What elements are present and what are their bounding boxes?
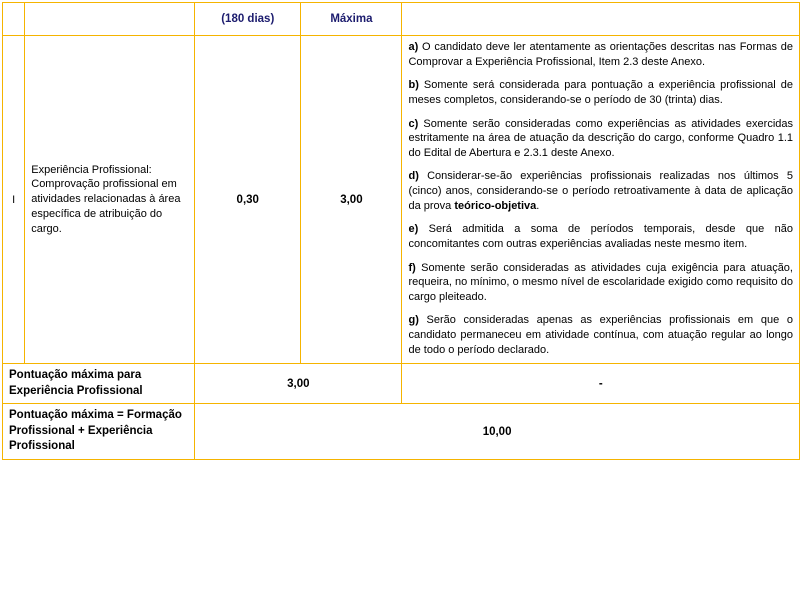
- scoring-table: [2, 2, 800, 460]
- note-marker-f: f): [408, 261, 416, 274]
- note-item-f: [408, 261, 793, 305]
- total-row: [3, 404, 800, 460]
- note-marker-d: d): [408, 170, 419, 183]
- note-text-d: Considerar-se-ão experiências profissionais realizadas nos últimos 5 (cinco) anos, considerando-se o período retroativamente à data de aplicação da prova: [408, 170, 793, 212]
- note-item-a: [408, 40, 793, 69]
- row-index: I: [3, 36, 25, 364]
- note-text-d-after: .: [536, 199, 540, 212]
- table-header-row: [3, 3, 800, 36]
- note-emphasis-d: teórico-objetiva: [454, 199, 537, 212]
- total-label: Pontuação máxima = Formação Profissional + Experiência Profissional: [3, 404, 195, 460]
- note-text-c: Somente serão consideradas como experiências as atividades exercidas estritamente na área de atuação da descrição do cargo, conforme Quadro 1.1 do Edital de Abertura e 2.3.1 deste Anexo.: [408, 117, 793, 159]
- row-unit-value: 0,30: [195, 36, 301, 364]
- subtotal-label: Pontuação máxima para Experiência Profissional: [3, 364, 195, 404]
- note-item-d: [408, 169, 793, 213]
- header-notes-cell: [402, 3, 800, 36]
- note-item-b: [408, 78, 793, 107]
- row-description: Experiência Profissional: Comprovação profissional em atividades relacionadas à área específica de atribuição do cargo.: [25, 36, 195, 364]
- note-marker-b: b): [408, 79, 419, 92]
- subtotal-notes-value: -: [402, 364, 800, 404]
- note-text-a: O candidato deve ler atentamente as orientações descritas nas Formas de Comprovar a Experiência Profissional, Item 2.3 deste Anexo.: [408, 41, 793, 68]
- row-max-value: 3,00: [301, 36, 402, 364]
- note-text-f: Somente serão consideradas as atividades cuja exigência para atuação, requeira, no mínimo, o mesmo nível de escolaridade exigido como requisito do cargo pleiteado.: [408, 261, 793, 303]
- header-unit-cell: (180 dias): [195, 3, 301, 36]
- note-text-e: Será admitida a soma de períodos temporais, desde que não concomitantes com outras experiências avaliadas neste mesmo item.: [408, 223, 793, 250]
- note-marker-c: c): [408, 117, 419, 130]
- total-value: 10,00: [195, 404, 800, 460]
- row-notes: [402, 36, 800, 364]
- subtotal-row: [3, 364, 800, 404]
- table-row: [3, 36, 800, 364]
- note-text-g: Serão consideradas apenas as experiências profissionais em que o candidato permaneceu em atividade contínua, com atuação regular ao longo de todo o período declarado.: [408, 314, 793, 356]
- note-text-b: Somente será considerada para pontuação a experiência profissional de meses completos, considerando-se o período de 30 (trinta) dias.: [408, 79, 793, 106]
- note-marker-a: a): [408, 41, 419, 53]
- note-marker-g: g): [408, 314, 419, 327]
- subtotal-value: 3,00: [195, 364, 402, 404]
- header-max-cell: Máxima: [301, 3, 402, 36]
- header-description-cell: [25, 3, 195, 36]
- note-item-c: [408, 117, 793, 161]
- header-index-cell: [3, 3, 25, 36]
- note-item-g: [408, 313, 793, 357]
- note-item-e: [408, 222, 793, 251]
- note-marker-e: e): [408, 223, 419, 236]
